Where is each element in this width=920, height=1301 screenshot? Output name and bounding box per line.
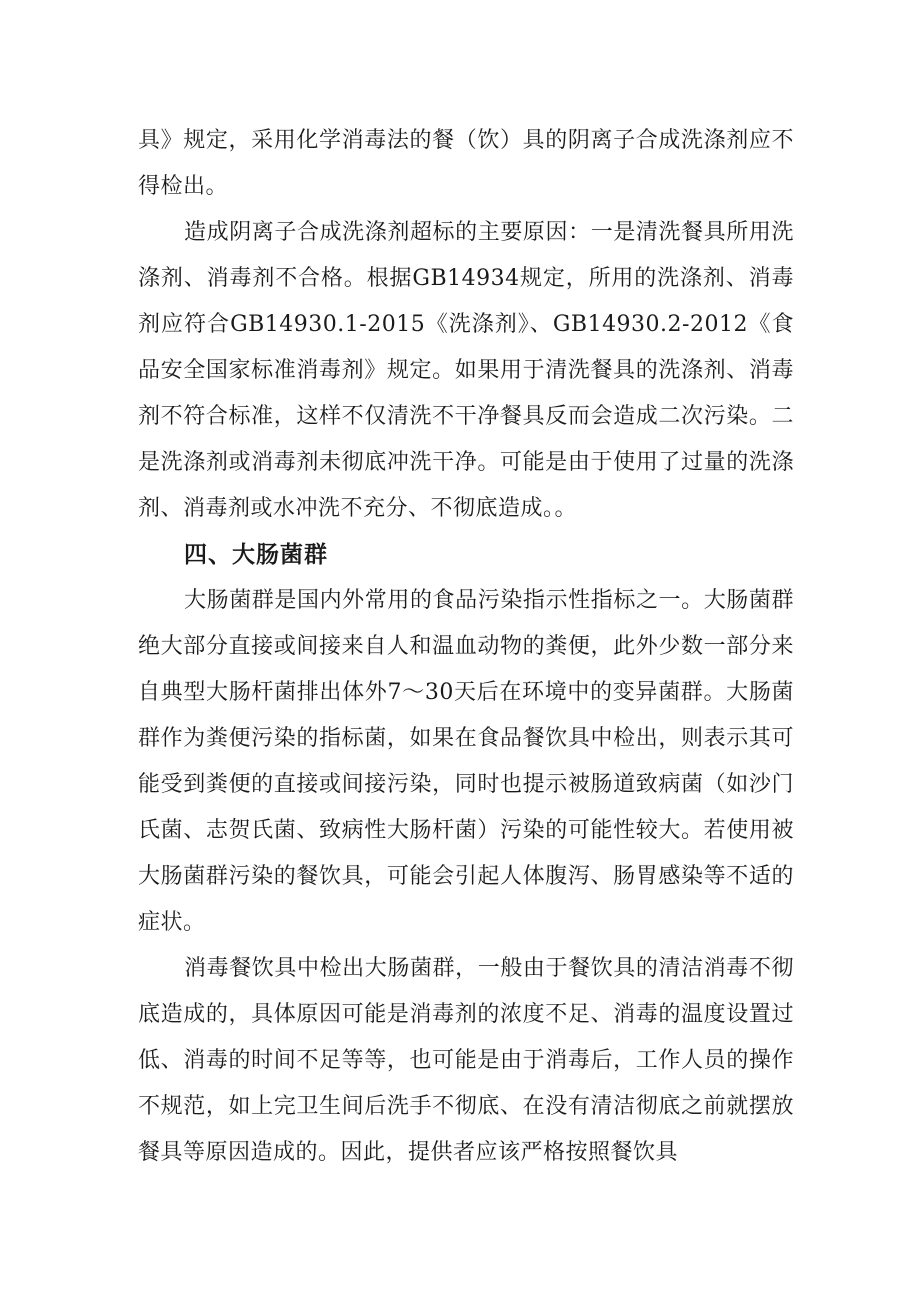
section-heading: 四、大肠菌群 [184,542,328,568]
document-body [138,118,794,1176]
paragraph-coliform-intro: 大肠菌群是国内外常用的食品污染指示性指标之一。大肠菌群绝大部分直接或间接来自人和温血动物的粪便，此外少数一部分来自典型大肠杆菌排出体外7～30天后在环境中的变异菌群。大肠菌群作为粪便污染的指标菌，如果在食品餐饮具中检出，则表示其可能受到粪便的直接或间接污染，同时也提示被肠道致病菌（如沙门氏菌、志贺氏菌、致病性大肠杆菌）污染的可能性较大。若使用被大肠菌群污染的餐饮具，可能会引起人体腹泻、肠胃感染等不适的症状。 [138,588,794,935]
paragraph-coliform-causes: 消毒餐饮具中检出大肠菌群，一般由于餐饮具的清洁消毒不彻底造成的，具体原因可能是消毒剂的浓度不足、消毒的温度设置过低、消毒的时间不足等等，也可能是由于消毒后，工作人员的操作不规范，如上完卫生间后洗手不彻底、在没有清洁彻底之前就摆放餐具等原因造成的。因此，提供者应该严格按照餐饮具 [138,956,794,1165]
paragraph-detergent-causes: 造成阴离子合成洗涤剂超标的主要原因：一是清洗餐具所用洗涤剂、消毒剂不合格。根据GB14934规定，所用的洗涤剂、消毒剂应符合GB14930.1-2015《洗涤剂》、GB14930.2-2012《食品安全国家标准消毒剂》规定。如果用于清洗餐具的洗涤剂、消毒剂不符合标准，这样不仅清洗不干净餐具反而会造成二次污染。二是洗涤剂或消毒剂未彻底冲洗干净。可能是由于使用了过量的洗涤剂、消毒剂或水冲洗不充分、不彻底造成。。 [138,220,794,521]
paragraph-continuation: 具》规定，采用化学消毒法的餐（饮）具的阴离子合成洗涤剂应不得检出。 [138,128,794,199]
